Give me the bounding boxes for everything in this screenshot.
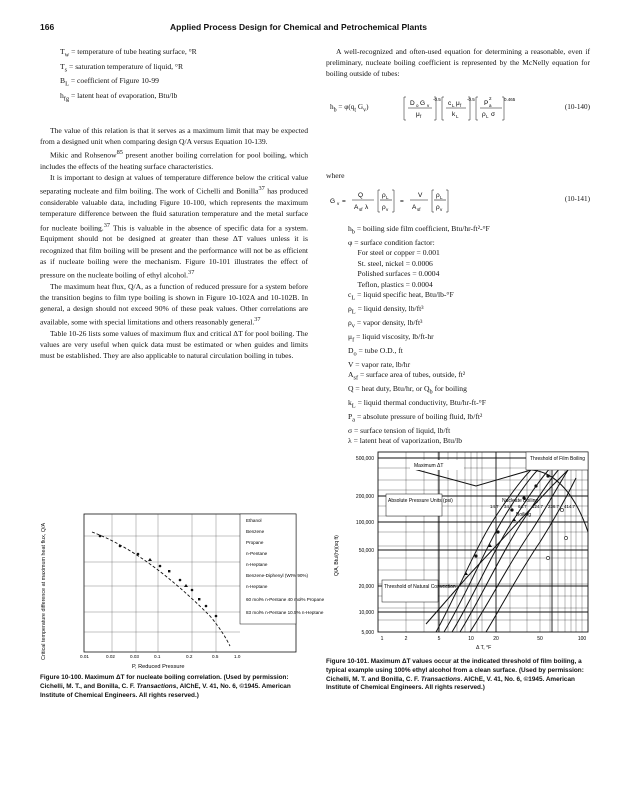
definition-item: $h_b$ = boiling side film coefficient, Btu/hr-ft²-°F [348,224,490,236]
correlation-curve [92,532,230,646]
definition-item: Polished surfaces = 0.0004 [348,269,440,279]
x-tick-label: 10 [468,636,474,642]
paragraph: Mikic and Rohsenow$^{85}$ present another boiling correlation for pool boiling, which includes the effects of the heating surface characteristics. [40,149,308,172]
figure-10-100-caption: Figure 10-100. Maximum ΔT for nucleate boiling correlation. (Used by permission: Cichelli, M. T., and Bonilla, C. F. Transactions, AIChE, V. 41, No. 6, ©1945. American Institute of Chemical Engineers. All rights reserved.) [40,674,291,699]
legend-entry: Propane [246,540,264,545]
svg-text:P: P [484,100,489,107]
definition-item: $P_a$ = absolute pressure of boiling fluid, lb/ft² [348,411,483,424]
definition-item: $c_L$ = liquid specific heat, Btu/lb-°F [348,289,454,302]
definition-item: $T_s$ = saturation temperature of liquid, °R [60,61,184,74]
y-axis-label: Q/A, Btu/(hr)(sq ft) [334,535,340,576]
x-tick-label: 0.2 [186,654,193,659]
x-tick-label: 100 [577,636,587,642]
svg-text:Q: Q [358,192,364,199]
figure-10-101 [326,446,594,652]
label-nucleate-boiling: Nucleate Boiling [502,498,539,504]
svg-text:ρ: ρ [436,192,440,199]
svg-text:v: v [440,207,443,212]
svg-text:v: v [337,201,340,206]
pressure-label: 236.7 [548,504,559,509]
svg-text:-0.5: -0.5 [433,97,441,102]
paragraph: The maximum heat flux, Q/A, as a function of reduced pressure for a system before the transition begins to film type boiling is shown in Figure 10-102A and 10-102B. In general, a design should not exceed 90% of these peak values. Other correlations are available, some with special limitations and others reasonably general.$^{37}$ [40,281,308,327]
svg-text:G: G [330,198,336,205]
y-tick-label: 20,000 [358,584,374,590]
svg-text:sf: sf [359,207,363,212]
svg-text:L: L [456,114,459,119]
svg-text:a: a [489,103,492,108]
gridlines [84,514,240,652]
legend-entry: n-Heptane [246,562,268,567]
legend-entry: n-Pentane [246,551,268,556]
paragraph: The value of this relation is that it serves as a maximum limit that may be expected from a designed unit when comparing design Q/A versus Equation 10-139. [40,125,308,147]
svg-text:v: v [427,103,430,108]
definition-item: σ = surface tension of liquid, lb/ft [348,425,451,435]
pressure-label: 64.7 [518,504,527,509]
plot-frame [378,452,588,632]
legend-entry: Ethanol [246,518,262,523]
svg-text:G: G [420,100,426,107]
pressure-label: 124.7 [532,504,543,509]
y-tick-label: 10,000 [358,610,374,616]
y-tick-label: 100,000 [355,520,374,526]
equation-number: (10-141) [564,195,590,203]
definition-item: $\rho_v$ = vapor density, lb/ft³ [348,317,423,330]
svg-text:ρ: ρ [382,204,386,211]
right-definitions [348,224,588,446]
definition-item: $h_{fg}$ = latent heat of evaporation, Btu/lb [60,91,178,103]
svg-text:ρ: ρ [436,204,440,211]
svg-text:V: V [418,192,423,199]
equation-10-140 [326,94,590,122]
svg-text:A: A [354,204,359,211]
svg-text:μ: μ [416,111,420,118]
label-threshold-film: Threshold of Film Boiling [530,456,586,462]
y-tick-label: 500,000 [355,456,374,462]
definition-item: St. steel, nickel = 0.0006 [348,258,433,268]
pressure-label: 14.7 [490,504,499,509]
x-tick-label: 0.03 [130,654,139,659]
y-tick-label: 50,000 [358,548,374,554]
svg-text:L: L [440,195,443,200]
x-tick-label: 2 [404,636,408,642]
svg-text:c: c [448,100,452,107]
label-absolute-pressure: Absolute Pressure Units (psi) [388,498,453,504]
major-gridlines [378,452,588,632]
svg-text:o: o [416,103,419,108]
x-tick-label: 0.1 [154,654,161,659]
intro-paragraph: A well-recognized and often-used equation for determining a reasonable, even if preliminary, nucleate boiling coefficient is represented by the McNelly equation for boiling outside of tubes: [326,47,590,79]
definition-item: φ = surface condition factor: [348,237,435,247]
label-maximum-dt: Maximum ΔT [414,463,444,469]
definition-item: λ = latent heat of vaporization, Btu/lb [348,436,463,446]
svg-text:=: = [400,198,404,205]
definition-item: Teflon, plastics = 0.0004 [348,279,433,289]
y-tick-label: 5,000 [361,630,374,636]
x-tick-label: 0.01 [80,654,89,659]
definition-item: For steel or copper = 0.001 [348,248,440,258]
legend-entry: 83 mol% n-Pentane 10.5% n-Heptane [246,610,324,615]
svg-text:μ: μ [456,100,460,107]
x-tick-label: 20 [493,636,499,642]
x-tick-label: 5 [437,636,441,642]
pressure-label: 34.7 [504,504,513,509]
y-tick-label: 200,000 [355,494,374,500]
definition-item: V = vapor rate, lb/hr [348,359,411,369]
svg-text:-0.5: -0.5 [467,97,475,102]
equation-10-141 [326,186,590,214]
svg-text:L: L [452,103,455,108]
svg-text:D: D [410,100,415,107]
svg-text:0.465: 0.465 [504,97,516,102]
svg-text:k: k [452,111,456,118]
left-column [40,46,308,362]
svg-text:L: L [486,114,489,119]
equation-lhs: $h_b = \varphi(q_t$ $G_v$) [330,103,369,114]
figure-10-100 [40,506,325,670]
x-tick-labels [381,636,587,642]
y-axis-label: Critical temperature difference at maximum heat flux, Q/A [41,522,47,660]
svg-text:=: = [342,198,346,205]
svg-text:v: v [386,207,389,212]
left-definitions [40,46,308,105]
label-natural-convection: Threshold of Natural Convection [384,584,456,590]
legend-entry: Benzene-Diphenyl (Wt% 90%) [246,573,309,578]
svg-text:sf: sf [417,207,421,212]
pressure-label: 414.7 [564,504,575,509]
definition-item: $\rho_L$ = liquid density, lb/ft³ [348,303,424,316]
page-number: 166 [40,22,55,32]
x-tick-label: 0.5 [212,654,219,659]
svg-text:ρ: ρ [482,111,486,118]
x-tick-labels [80,654,241,659]
page-header [40,22,590,36]
legend-entry: n-Heptane [246,584,268,589]
running-title: Applied Process Design for Chemical and Petrochemical Plants [170,22,427,32]
label-boiling: Boiling [516,512,532,518]
equation-number: (10-140) [564,103,590,111]
legend-entry: 60 mol% n-Pentane 40 mol% Propane [246,597,325,602]
x-axis-label: P, Reduced Pressure [132,664,185,670]
svg-text:A: A [412,204,417,211]
paragraph: It is important to design at values of temperature difference below the critical value separating nucleate and film boiling. The work of Cichelli and Bonilla$^{37}$ has produced considerable valuable data, including Figure 10-100, which represents the maximum temperature difference between the fluid saturation temperature and the metal surface for nucleate boiling.$^{37}$ This is valuable in the absence of specific data for a system. Equipment should not be designed at greater than these ΔT values unless it is recognized that film boiling will be present and the performance will not be as efficient as if nucleate boiling were the mechanism. Figure 10-101 illustrates the effect of pressure on the nucleate boiling of ethyl alcohol.$^{37}$ [40,173,308,280]
definition-item: $T_w$ = temperature of tube heating surface, °R [60,47,197,59]
right-column [326,46,590,80]
x-tick-label: 1 [380,636,384,642]
equation-body [330,186,530,214]
definition-item: Q = heat duty, Btu/hr, or $Q_b$ for boiling [348,383,467,396]
definition-item: $A_{sf}$ = surface area of tubes, outside, ft² [348,369,466,382]
svg-text:f: f [460,103,462,108]
svg-text:L: L [386,195,389,200]
svg-text:σ: σ [491,111,496,118]
definition-item: $B_L$ = coefficient of Figure 10-99 [60,76,159,88]
definition-item: $\mu_f$ = liquid viscosity, lb/ft-hr [348,331,434,344]
gridlines [378,452,588,632]
x-tick-label: 1.0 [234,654,241,659]
y-tick-labels [356,456,374,636]
x-tick-label: 50 [537,636,543,642]
definition-item: $D_o$ = tube O.D., ft [348,345,403,358]
x-tick-label: 0.02 [106,654,115,659]
definition-item: $k_L$ = liquid thermal conductivity, Btu/hr-ft-°F [348,397,486,410]
svg-text:λ: λ [365,204,369,211]
paragraph: Table 10-26 lists some values of maximum flux and critical ΔT for pool boiling. The values are very useful when quick data must be estimated or when guides and limits must be established. They are also applicable to natural circulation boiling in tubes. [40,328,308,361]
svg-text:f: f [420,114,422,119]
svg-text:2: 2 [489,96,492,101]
x-axis-label: Δ T, °F [476,645,492,651]
figure-10-101-caption: Figure 10-101. Maximum ΔT values occur at the indicated threshold of film boiling, a typical example using 100% ethyl alcohol from a clean surface. (Used by permission: Cichelli, M. T. and Bonilla, C. F. Transactions. AIChE, V. 41, No. 6, ©1945. American Institute of Chemical Engineers. All rights reserved.) [326,658,584,692]
svg-text:ρ: ρ [382,192,386,199]
where-label: where [326,171,345,180]
equation-body [404,94,544,122]
legend-entry: Benzene [246,529,265,534]
